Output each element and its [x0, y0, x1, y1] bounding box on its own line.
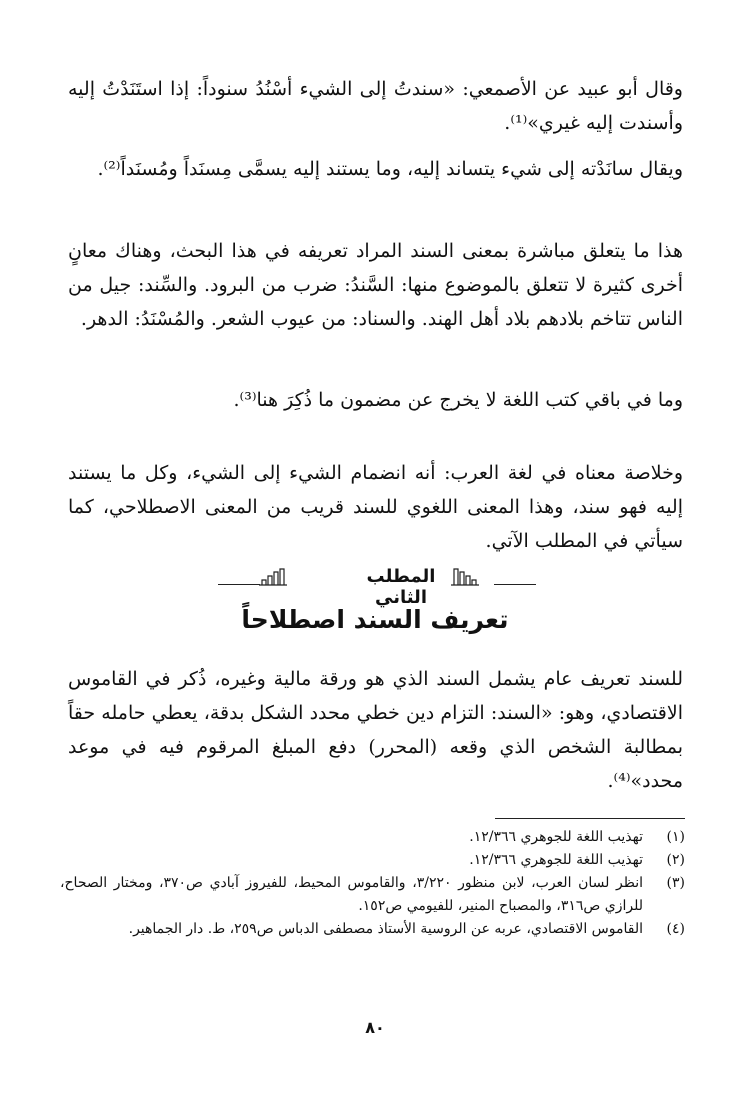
footnotes: [60, 826, 685, 941]
paragraph-asmai-quote: وقال أبو عبيد عن الأصمعي: «سندتُ إلى الشيء أسْنُدُ سنوداً: إذا استَنَدْتُ إليه وأسندت إليه غيري»⁽¹⁾.: [68, 78, 683, 134]
heading-rule-left: [218, 584, 260, 585]
footnote-number: (٣): [666, 875, 685, 891]
footnote-item: [60, 918, 685, 941]
footnote-item: [60, 826, 685, 849]
paragraph-definition: للسند تعريف عام يشمل السند الذي هو ورقة مالية وغيره، ذُكر في القاموس الاقتصادي، وهو: «السند: التزام دين خطي محدد الشكل بدقة، يعطي حامله حقاً بمطالبة الشخص الذي وقعه (المحرر) دفع المبلغ المرقوم فيه في موعد محدد»⁽⁴⁾.: [68, 668, 683, 792]
footnote-item: [60, 872, 685, 918]
footnote-text: انظر لسان العرب، لابن منظور ٣/٢٢٠، والقاموس المحيط، للفيروز آبادي ص٣٧٠، ومختار الصحاح، للرازي ص٣١٦، والمصباح المنير، للفيومي ص١٥٢.: [60, 875, 644, 914]
ornament-left-icon: [258, 568, 288, 586]
page-number: ٨٠: [365, 1018, 385, 1037]
paragraph-summary: وخلاصة معناه في لغة العرب: أنه انضمام الشيء إلى الشيء، وكل ما يستند إليه فهو سند، وهذا المعنى اللغوي للسند قريب من المعنى الاصطلاحي، كما سيأتي في المطلب الآتي.: [68, 462, 683, 552]
footnote-number: (٢): [666, 852, 685, 868]
paragraph-other-dictionaries: وما في باقي كتب اللغة لا يخرج عن مضمون ما ذُكِرَ هنا⁽³⁾.: [233, 389, 683, 411]
footnote-item: [60, 849, 685, 872]
section-subheading: المطلب الثاني: [366, 566, 436, 608]
footnote-number: (٤): [666, 921, 685, 937]
footnote-text: القاموس الاقتصادي، عربه عن الروسية الأستاذ مصطفى الدباس ص٢٥٩، ط. دار الجماهير.: [128, 921, 643, 937]
section-title: تعريف السند اصطلاحاً: [241, 605, 509, 634]
footnote-text: تهذيب اللغة للجوهري ١٢/٣٦٦.: [469, 829, 643, 845]
heading-rule-right: [494, 584, 536, 585]
paragraph-other-meanings: هذا ما يتعلق مباشرة بمعنى السند المراد تعريفه في هذا البحث، وهناك معانٍ أخرى كثيرة لا تتعلق بالموضوع منها: السَّندُ: ضرب من البرود. والسِّند: جيل من الناس تتاخم بلادهم بلاد أهل الهند. والسناد: من عيوب الشعر. والمُسْنَدُ: الدهر.: [68, 240, 683, 330]
footnote-divider: [495, 818, 685, 819]
footnote-text: تهذيب اللغة للجوهري ١٢/٣٦٦.: [469, 852, 643, 868]
ornament-right-icon: [450, 568, 480, 586]
footnote-number: (١): [666, 829, 685, 845]
paragraph-sanadtuhu: ويقال سانَدْته إلى شيء يتساند إليه، وما يستند إليه يسمَّى مِسنَداً ومُسنَداً⁽²⁾.: [97, 158, 683, 180]
